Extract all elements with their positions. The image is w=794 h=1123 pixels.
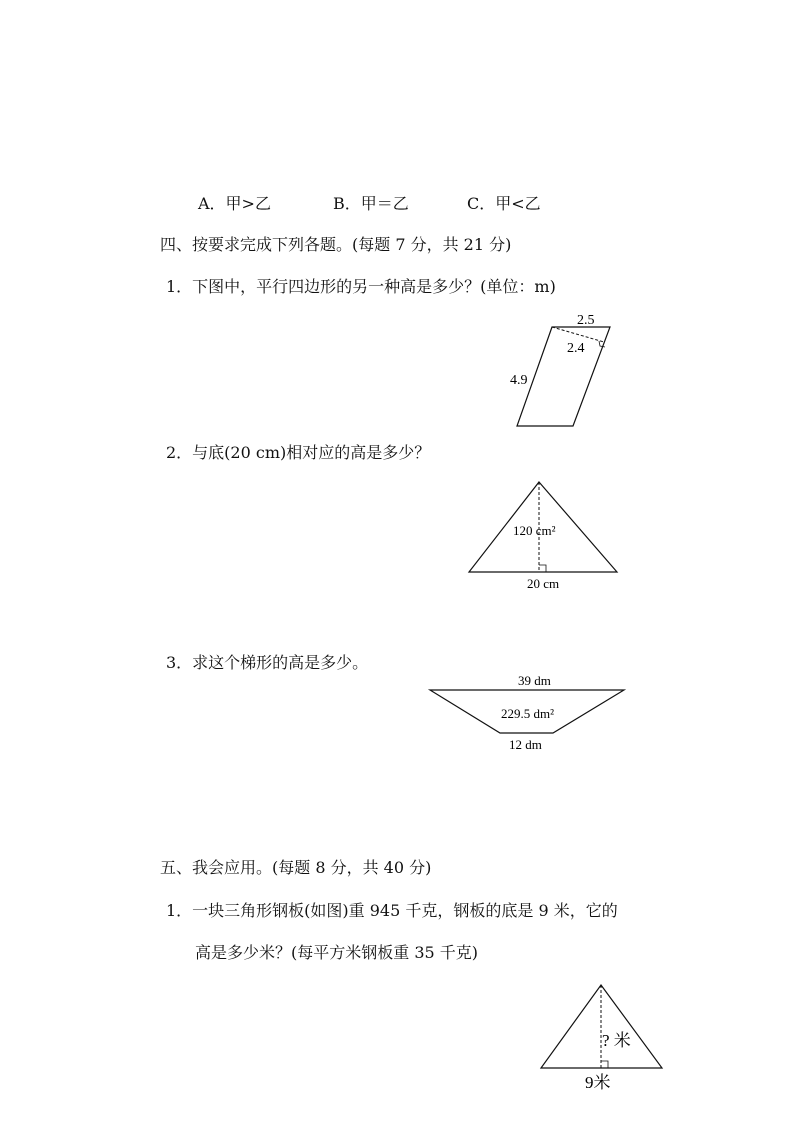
label-height: 2.4 <box>567 341 585 356</box>
question-5-1-line-2: 高是多少米？(每平方米钢板重 35 千克) <box>195 943 479 962</box>
label-top: 39 dm <box>518 673 551 688</box>
question-5-1-line-1: 1．一块三角形钢板(如图)重 945 千克，钢板的底是 9 米，它的 <box>166 901 618 920</box>
section-4-title: 四、按要求完成下列各题。(每题 7 分，共 21 分) <box>160 235 512 254</box>
right-angle-mark <box>539 565 546 572</box>
parallelogram-figure <box>505 308 625 433</box>
parallelogram-shape <box>517 327 610 426</box>
steel-triangle-figure <box>535 980 670 1095</box>
trapezoid-figure <box>425 670 630 755</box>
triangle-figure <box>465 478 625 593</box>
question-4-3: 3．求这个梯形的高是多少。 <box>166 653 369 672</box>
label-top: 2.5 <box>577 313 595 328</box>
section-5-title: 五、我会应用。(每题 8 分，共 40 分) <box>160 858 432 877</box>
label-height: ? 米 <box>602 1031 631 1050</box>
option-a: A．甲>乙 <box>198 194 271 213</box>
right-angle-mark <box>601 1061 608 1068</box>
label-base: 20 cm <box>527 576 560 591</box>
label-base: 9米 <box>585 1073 611 1092</box>
height-dashed-line <box>552 327 604 342</box>
label-area: 229.5 dm² <box>501 706 555 721</box>
label-bottom: 12 dm <box>509 737 542 752</box>
question-4-2: 2．与底(20 cm)相对应的高是多少？ <box>166 443 431 462</box>
option-b: B．甲＝乙 <box>333 194 409 213</box>
label-side: 4.9 <box>510 373 528 388</box>
question-4-1: 1．下图中，平行四边形的另一种高是多少？(单位：m) <box>166 277 556 296</box>
option-c: C．甲<乙 <box>467 194 541 213</box>
label-area: 120 cm² <box>513 523 556 538</box>
